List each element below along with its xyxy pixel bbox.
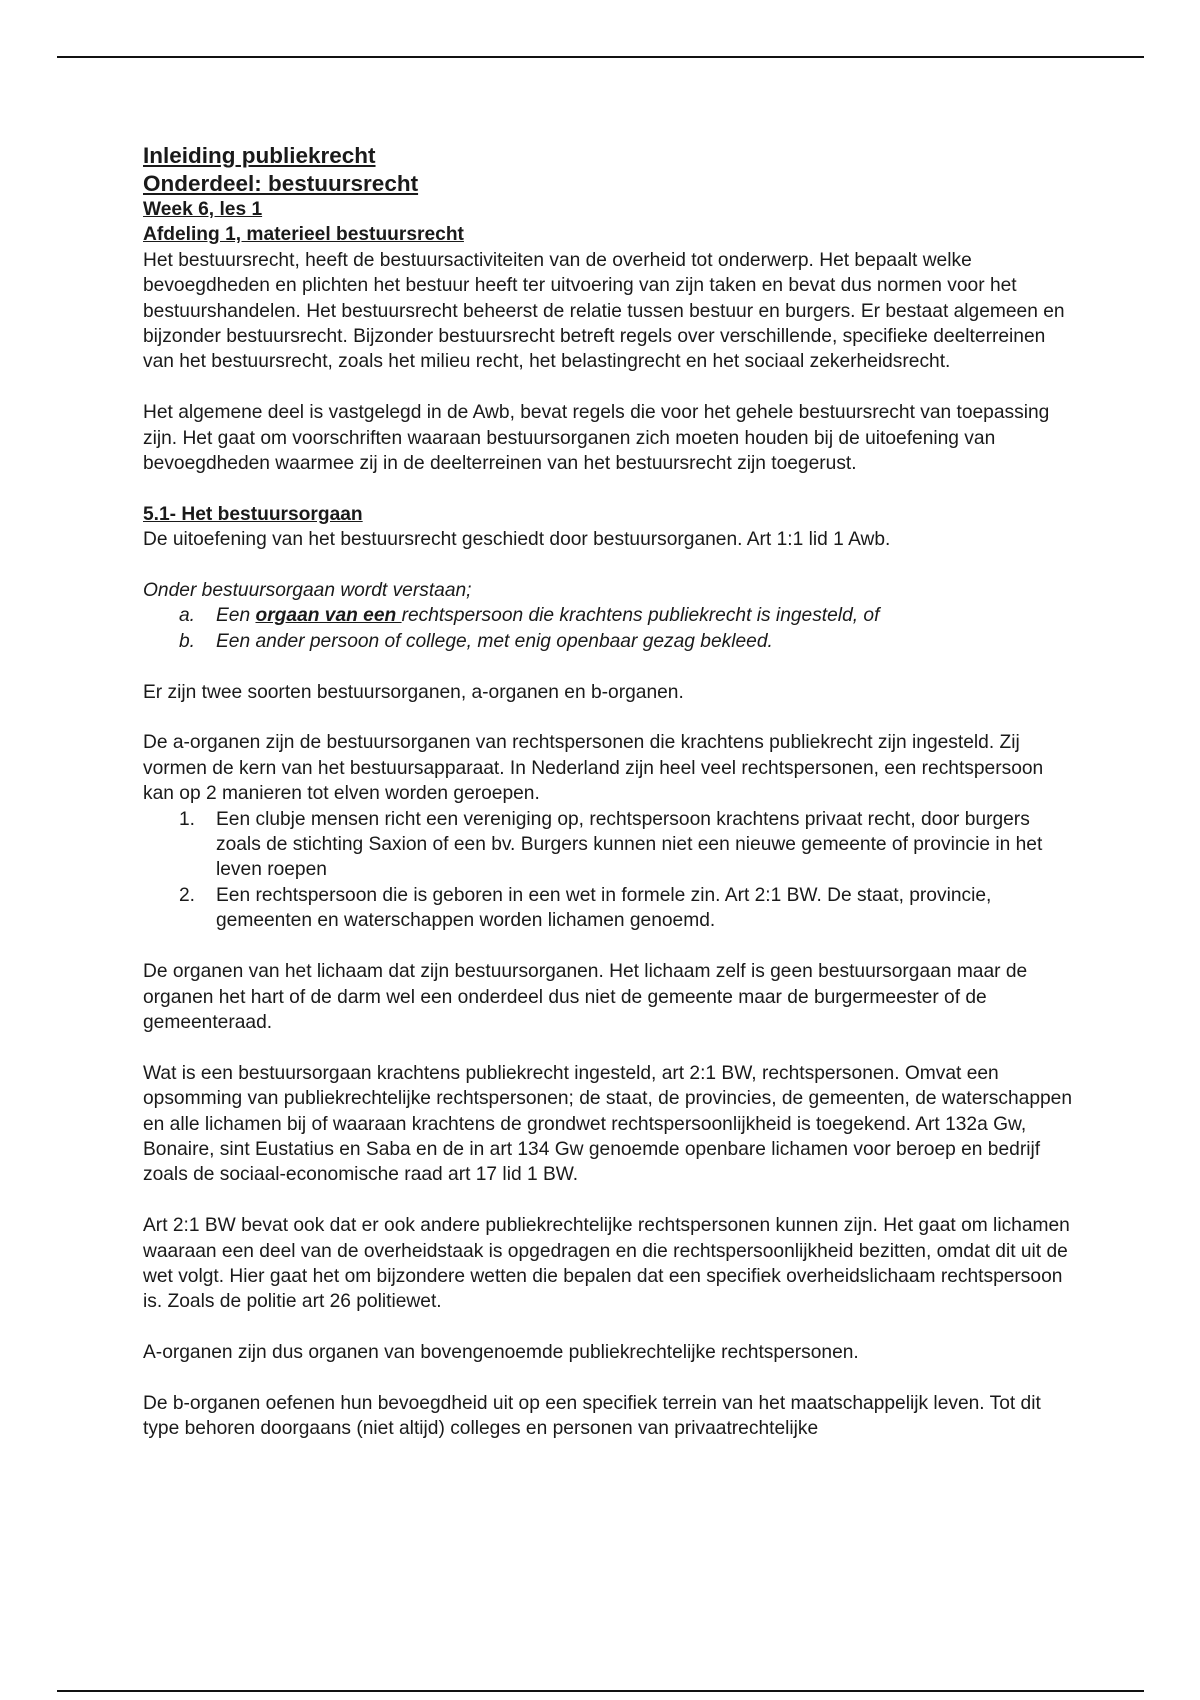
ways-list bbox=[143, 807, 1073, 934]
paragraph-andere-rechtspersonen: Art 2:1 BW bevat ook dat er ook andere publiekrechtelijke rechtspersonen kunnen zijn. Het gaat om lichamen waaraan een deel van de overheidstaak is opgedragen en die rechtspersoonlijkheid bezitten, omdat dit uit de wet volgt. Hier gaat het om bijzondere wetten die bepalen dat een specifiek overheidslichaam rechtspersoon is. Zoals de politie art 26 politiewet. bbox=[143, 1215, 1070, 1313]
list-marker: 1. bbox=[179, 808, 196, 830]
document-body bbox=[143, 142, 1073, 1442]
subsection-heading: 5.1- Het bestuursorgaan bbox=[143, 503, 363, 525]
paragraph-awb: Het algemene deel is vastgelegd in de Awb, bevat regels die voor het gehele bestuursrecht van toepassing zijn. Het gaat om voorschriften waaraan bestuursorganen zich moeten houden bij de uitoefening van bevoegdheden waarmee zij in de deelterreinen van het bestuursrecht zijn toegerust. bbox=[143, 402, 1050, 475]
definition-a-post: rechtspersoon die krachtens publiekrecht is ingesteld, of bbox=[401, 605, 880, 627]
list-marker: b. bbox=[179, 630, 196, 652]
paragraph-intro: Het bestuursrecht, heeft de bestuursactiviteiten van de overheid tot onderwerp. Het bepaalt welke bevoegdheden en plichten het bestuur heeft ter uitvoering van zijn taken en bevat dus normen voor het bestuurshandelen. Het bestuursrecht beheerst de relatie tussen bestuur en burgers. Er bestaat algemeen en bijzonder bestuursrecht. Bijzonder bestuursrecht betreft regels over verschillende, specifieke deelterreinen van het bestuursrecht, zoals het milieu recht, het belastingrecht en het sociaal zekerheidsrecht. bbox=[143, 249, 1065, 373]
definition-item-a bbox=[143, 603, 1073, 628]
list-item bbox=[143, 807, 1073, 883]
list-item-text: Een rechtspersoon die is geboren in een wet in formele zin. Art 2:1 BW. De staat, provincie, gemeenten en waterschappen worden lichamen genoemd. bbox=[216, 884, 992, 932]
list-item-text: Een clubje mensen richt een vereniging op, rechtspersoon krachtens privaat recht, door burgers zoals de stichting Saxion of een bv. Burgers kunnen niet een nieuwe gemeente of provincie in het leven roepen bbox=[216, 808, 1043, 881]
definition-b-text: Een ander persoon of college, met enig openbaar gezag bekleed. bbox=[216, 630, 773, 652]
top-rule bbox=[57, 56, 1144, 58]
bottom-rule bbox=[57, 1690, 1144, 1692]
paragraph-organen-lichaam: De organen van het lichaam dat zijn bestuursorganen. Het lichaam zelf is geen bestuursorgaan maar de organen het hart of de darm wel een onderdeel dus niet de gemeente maar de burgermeester of de gemeenteraad. bbox=[143, 961, 1028, 1033]
definition-a-emphasis: orgaan van een bbox=[255, 605, 402, 627]
definition-item-b bbox=[143, 629, 1073, 654]
list-marker: a. bbox=[179, 605, 196, 627]
paragraph-publiekrecht-ingesteld: Wat is een bestuursorgaan krachtens publiekrecht ingesteld, art 2:1 BW, rechtspersonen. Omvat een opsomming van publiekrechtelijke rechtspersonen; de staat, de provincies, de gemeenten, de waterschappen en alle lichamen bij of waaraan krachtens de grondwet rechtspersoonlijkheid is toegekend. Art 132a Gw, Bonaire, sint Eustatius en Saba en de in art 134 Gw genoemde openbare lichamen voor beroep en bedrijf zoals de sociaal-economische raad art 17 lid 1 BW. bbox=[143, 1062, 1073, 1186]
list-item bbox=[143, 883, 1073, 934]
doc-title: Inleiding publiekrecht bbox=[143, 143, 376, 168]
section-heading: Afdeling 1, materieel bestuursrecht bbox=[143, 224, 464, 246]
paragraph-a-organen: De a-organen zijn de bestuursorganen van rechtspersonen die krachtens publiekrecht zijn ingesteld. Zij vormen de kern van het bestuursapparaat. In Nederland zijn heel veel rechtspersonen, een rechtspersoon kan op 2 manieren tot elven worden geroepen. bbox=[143, 732, 1044, 805]
paragraph-b-organen: De b-organen oefenen hun bevoegdheid uit op een specifiek terrein van het maatschappelijk leven. Tot dit type behoren doorgaans (niet altijd) colleges en personen van privaatrechtelijke bbox=[143, 1392, 1041, 1440]
definition-a-pre: Een bbox=[216, 605, 256, 627]
paragraph-a-organen-summary: A-organen zijn dus organen van bovengenoemde publiekrechtelijke rechtspersonen. bbox=[143, 1342, 859, 1364]
doc-subtitle: Onderdeel: bestuursrecht bbox=[143, 170, 419, 196]
week-heading: Week 6, les 1 bbox=[143, 199, 263, 220]
list-marker: 2. bbox=[179, 884, 196, 906]
paragraph-uitoefening: De uitoefening van het bestuursrecht geschiedt door bestuursorganen. Art 1:1 lid 1 Awb. bbox=[143, 529, 891, 551]
definition-intro: Onder bestuursorgaan wordt verstaan; bbox=[143, 580, 472, 602]
paragraph-soorten: Er zijn twee soorten bestuursorganen, a-organen en b-organen. bbox=[143, 681, 684, 703]
definition-list bbox=[143, 603, 1073, 654]
